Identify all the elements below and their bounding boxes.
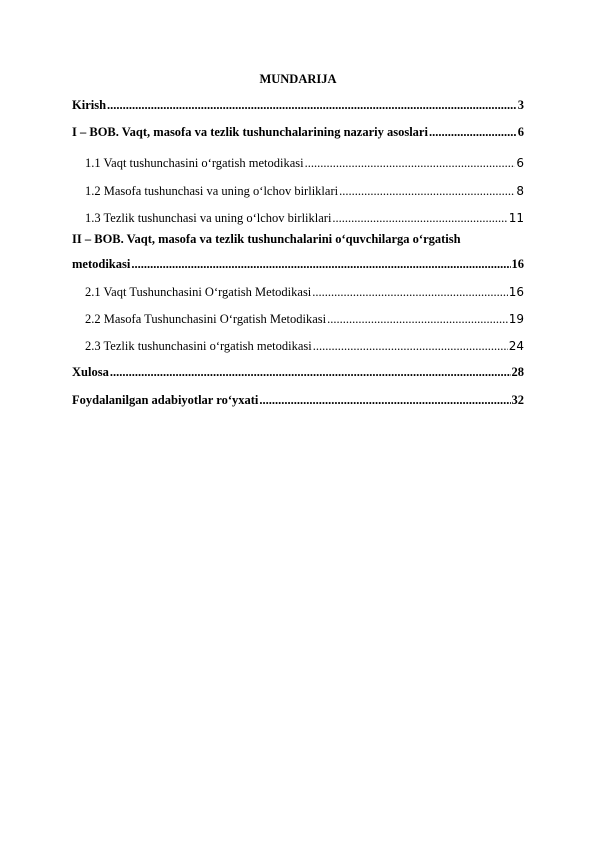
toc-entry-section-2-2[interactable] [72,312,524,339]
toc-entry-section-1-2[interactable] [72,184,524,211]
toc-entry-section-2-1[interactable] [72,285,524,312]
toc-entry-label: Kirish [72,98,107,112]
dot-leader [107,98,517,113]
dot-leader [339,184,515,199]
toc-entry-label: 2.2 Masofa Tushunchasini O‘rgatish Metodikasi [85,312,327,326]
toc-entry-label-row [72,257,524,285]
toc-page-number: 28 [511,365,524,379]
toc-entry-chapter-1[interactable] [72,118,524,153]
dot-leader [312,285,507,300]
dot-leader [259,393,510,408]
dot-leader [305,156,516,171]
toc-page-number: 8 [516,184,524,198]
dot-leader [313,339,508,354]
toc-entry-section-2-3[interactable] [72,339,524,365]
dot-leader [332,211,507,226]
toc-page-number: 32 [511,393,524,407]
toc-entry-xulosa[interactable] [72,365,524,393]
toc-page-number: 6 [516,156,524,170]
dot-leader [131,257,510,272]
toc-entry-label: 1.3 Tezlik tushunchasi va uning o‘lchov birliklari [85,211,332,225]
toc-page-number: 16 [508,285,524,299]
toc-entry-label: I – BOB. Vaqt, masofa va tezlik tushunchalarining nazariy asoslari [72,125,428,139]
toc-page-number: 19 [508,312,524,326]
toc-entry-label: 1.1 Vaqt tushunchasini o‘rgatish metodikasi [85,156,304,170]
toc-entry-bibliography[interactable] [72,393,524,413]
toc-entry-label-line: II – BOB. Vaqt, masofa va tezlik tushunchalarini o‘quvchilarga o‘rgatish [72,232,461,246]
toc-entry-chapter-2[interactable] [72,232,524,285]
toc-page-number: 16 [511,257,524,271]
toc-entry-label: metodikasi [72,257,131,271]
dot-leader [429,125,517,140]
toc-entry-label: Xulosa [72,365,109,379]
toc-page-number: 11 [508,211,524,225]
toc-entry-label: 2.3 Tezlik tushunchasini o‘rgatish metodikasi [85,339,312,353]
toc-entry-label: Foydalanilgan adabiyotlar ro‘yxati [72,393,259,407]
toc-entry-kirish[interactable] [72,98,524,118]
toc-entry-label: 2.1 Vaqt Tushunchasini O‘rgatish Metodikasi [85,285,312,299]
toc-page-number: 3 [517,98,524,112]
dot-leader [327,312,508,327]
toc-entry-section-1-3[interactable] [72,211,524,232]
toc-entry-section-1-1[interactable] [72,153,524,184]
toc-page-number: 24 [508,339,524,353]
table-of-contents [72,98,524,413]
toc-entry-label: 1.2 Masofa tushunchasi va uning o‘lchov birliklari [85,184,339,198]
toc-page-number: 6 [517,125,524,139]
page-title: MUNDARIJA [259,72,337,86]
dot-leader [110,365,511,380]
